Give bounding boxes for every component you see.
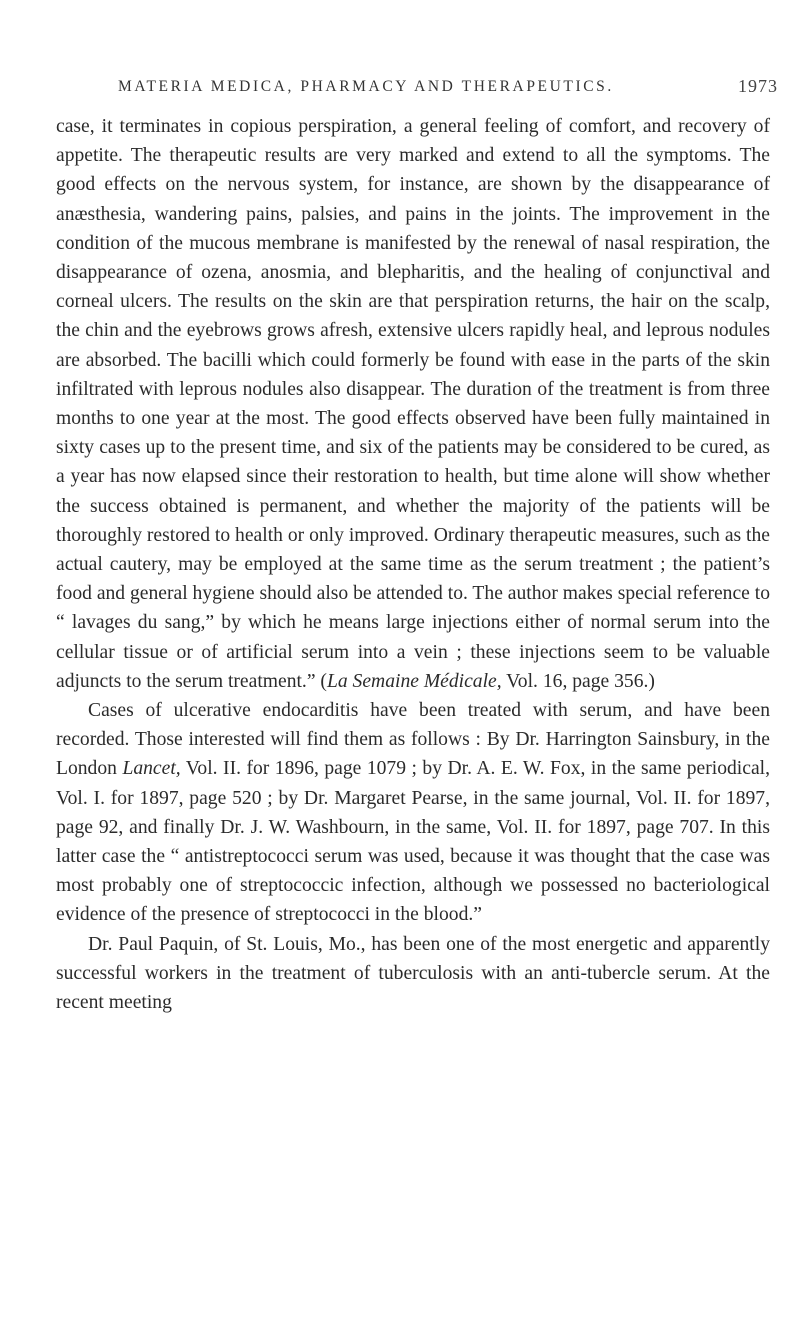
body-text [56, 112, 770, 1017]
journal-title: La Semaine Médicale, [326, 670, 502, 692]
journal-title: Lancet, [122, 758, 181, 780]
paragraph-text: Vol. II. for 1896, page 1079 ; by Dr. A. E. W. Fox, in the same periodical, Vol. I. for 1897, page 520 ; by Dr. Margaret Pearse, in the same journal, Vol. II. for 1897, page 92, and finally Dr. J. W. Washbourn, in the same, Vol. II. for 1897, page 707. In this latter case the “ antistreptococci serum was used, because it was thought that the case was most probably one of streptococcic infection, although we possessed no bacteriological evidence of the presence of streptococci in the blood.” [56, 758, 770, 926]
running-header [0, 78, 800, 100]
paragraph-serum-leprosy [56, 112, 770, 696]
paragraph-text: Dr. Paul Paquin, of St. Louis, Mo., has been one of the most energetic and apparently successful workers in the treatment of tuberculosis with an anti-tubercle serum. At the recent meeting [56, 933, 770, 1014]
paragraph-text: Cases of ulcerative endocarditis have been treated with serum, and have been recorded. Those interested will find them as follows : By Dr. Harrington Sainsbury, in the London [56, 700, 770, 780]
paragraph-ulcerative-endocarditis [56, 696, 770, 930]
paragraph-text: Vol. 16, page 356.) [501, 670, 655, 692]
page-number: 1973 [738, 76, 778, 96]
paragraph-text: case, it terminates in copious perspiration, a general feeling of comfort, and recovery of appetite. The therapeutic results are very marked and extend to all the symptoms. The good effects on the nervous system, for instance, are shown by the disappearance of anæsthesia, wandering pains, palsies, and pains in the joints. The improvement in the condition of the mucous membrane is manifested by the renewal of nasal respiration, the disappearance of ozena, anosmia, and blepharitis, and the healing of conjunctival and corneal ulcers. The results on the skin are that perspiration returns, the hair on the scalp, the chin and the eyebrows grows afresh, extensive ulcers rapidly heal, and leprous nodules are absorbed. The bacilli which could formerly be found with ease in the parts of the skin infiltrated with leprous nodules also disappear. The duration of the treatment is from three months to one year at the most. The good effects observed have been fully maintained in sixty cases up to the present time, and six of the patients may be considered to be cured, as a year has now elapsed since their restoration to health, but time alone will show whether the success obtained is permanent, and whether the majority of the patients will be thoroughly restored to health or only improved. Ordinary therapeutic measures, such as the actual cautery, may be employed at the same time as the serum treatment ; the patient’s food and general hygiene should also be attended to. The author makes special reference to “ lavages du sang,” by which he means large injections either of normal serum into the cellular tissue or of artificial serum into a vein ; these injections seem to be valuable adjuncts to the serum treatment.” ( [56, 116, 770, 692]
paragraph-paquin-tuberculosis [56, 930, 770, 1018]
running-title: MATERIA MEDICA, PHARMACY AND THERAPEUTICS. [118, 78, 614, 95]
